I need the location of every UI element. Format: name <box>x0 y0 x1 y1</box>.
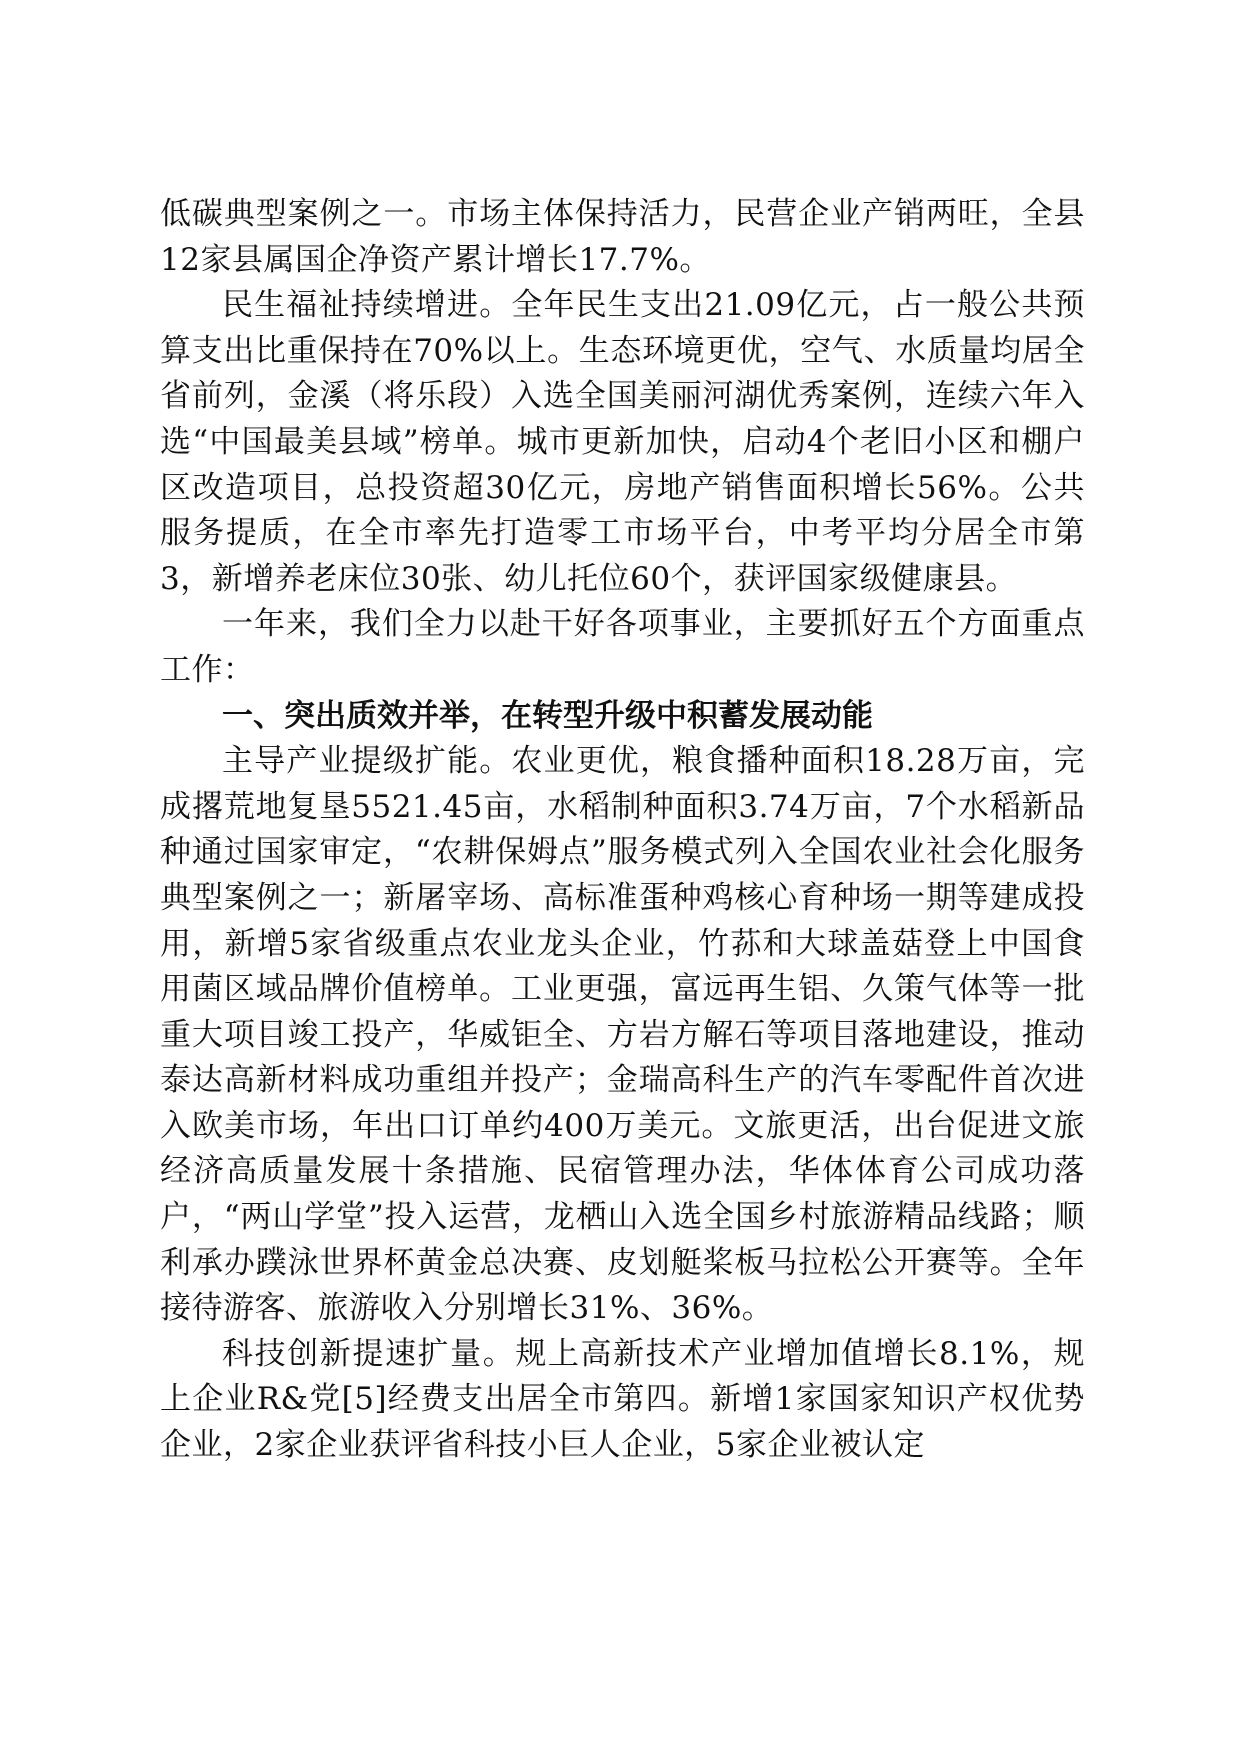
paragraph-leading-industries: 主导产业提级扩能。农业更优，粮食播种面积18.28万亩，完成撂荒地复垦5521.45亩，水稻制种面积3.74万亩，7个水稻新品种通过国家审定，“农耕保姆点”服务模式列入全国农业社会化服务典型案例之一；新屠宰场、高标准蛋种鸡核心育种场一期等建成投用，新增5家省级重点农业龙头企业，竹荪和大球盖菇登上中国食用菌区域品牌价值榜单。工业更强，富远再生铝、久策气体等一批重大项目竣工投产，华威钜全、方岩方解石等项目落地建设，推动泰达高新材料成功重组并投产；金瑞高科生产的汽车零配件首次进入欧美市场，年出口订单约400万美元。文旅更活，出台促进文旅经济高质量发展十条措施、民宿管理办法，华体体育公司成功落户，“两山学堂”投入运营，龙栖山入选全国乡村旅游精品线路；顺利承办蹼泳世界杯黄金总决赛、皮划艇桨板马拉松公开赛等。全年接待游客、旅游收入分别增长31%、36%。 <box>160 743 1085 1327</box>
paragraph-continuation-low-carbon: 低碳典型案例之一。市场主体保持活力，民营企业产销两旺，全县12家县属国企净资产累计增长17.7%。 <box>160 196 1085 278</box>
section-heading-1: 一、突出质效并举，在转型升级中积蓄发展动能 <box>222 697 873 734</box>
paragraph-livelihood: 民生福祉持续增进。全年民生支出21.09亿元，占一般公共预算支出比重保持在70%以上。生态环境更优，空气、水质量均居全省前列，金溪（将乐段）入选全国美丽河湖优秀案例，连续六年入选“中国最美县域”榜单。城市更新加快，启动4个老旧小区和棚户区改造项目，总投资超30亿元，房地产销售面积增长56%。公共服务提质，在全市率先打造零工市场平台，中考平均分居全市第3，新增养老床位30张、幼儿托位60个，获评国家级健康县。 <box>160 287 1085 597</box>
document-page <box>160 192 1085 1469</box>
paragraph-year-summary: 一年来，我们全力以赴干好各项事业，主要抓好五个方面重点工作： <box>160 606 1085 688</box>
paragraph-tech-innovation: 科技创新提速扩量。规上高新技术产业增加值增长8.1%，规上企业R&党[5]经费支出居全市第四。新增1家国家知识产权优势企业，2家企业获评省科技小巨人企业，5家企业被认定 <box>160 1335 1085 1464</box>
